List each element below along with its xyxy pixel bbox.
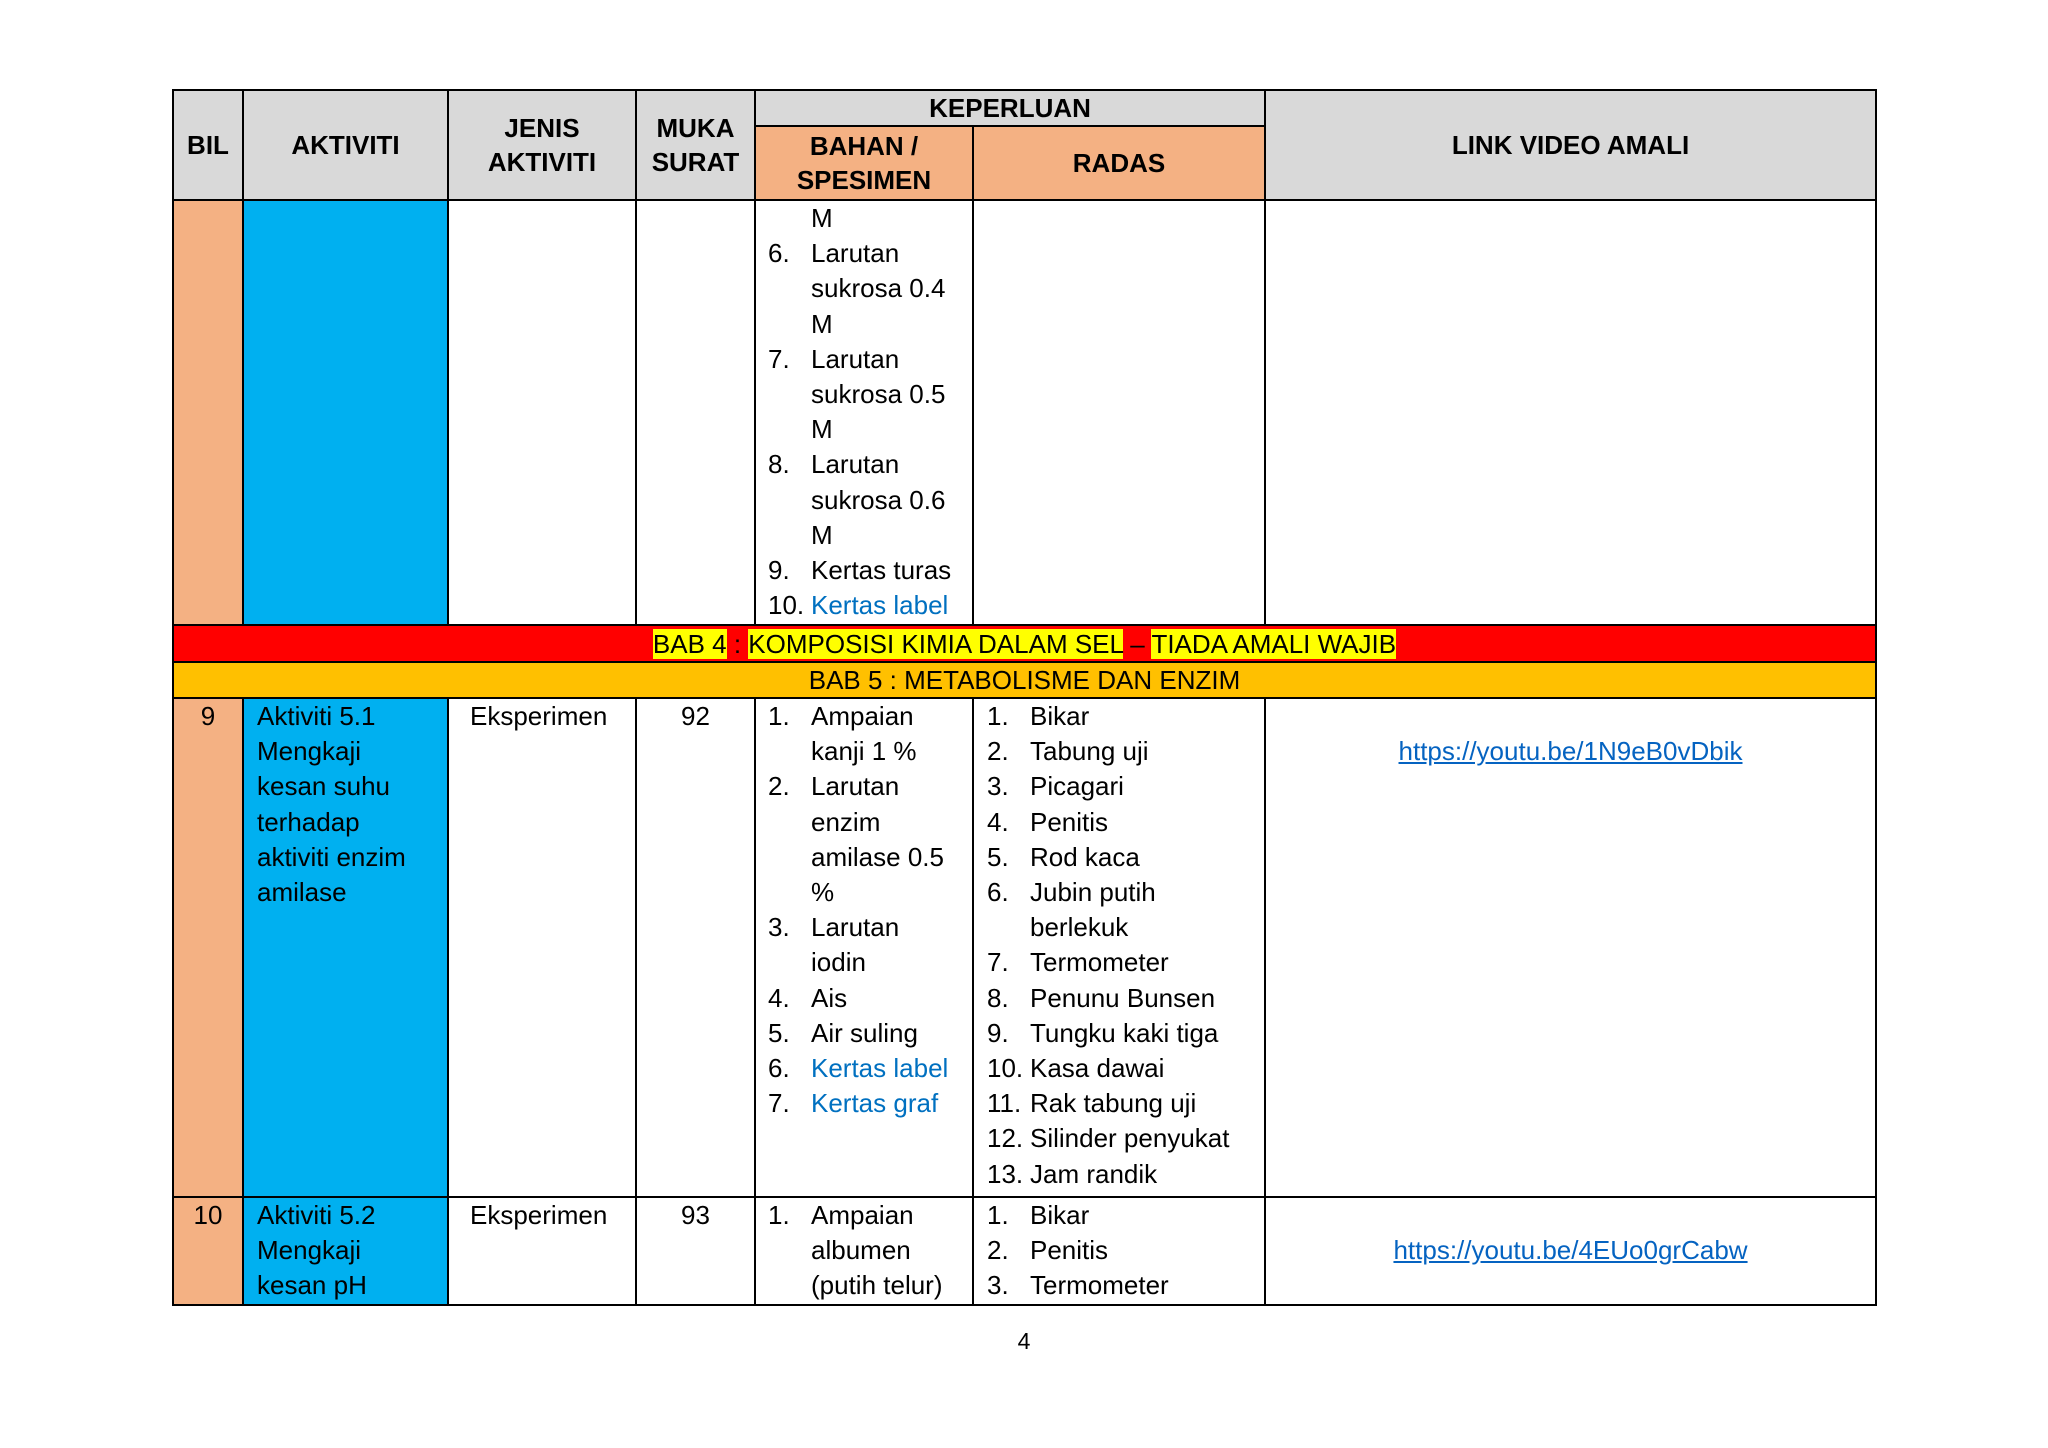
header-row xyxy=(173,90,1876,126)
item-text: Rak tabung uji xyxy=(1030,1088,1197,1119)
list-item xyxy=(987,981,1264,1016)
bil-cell: 10 xyxy=(173,1197,243,1305)
video-link[interactable]: https://youtu.be/4EUo0grCabw xyxy=(1393,1235,1748,1266)
item-text: Penitis xyxy=(1030,1235,1109,1266)
aktiviti-cell xyxy=(243,1197,448,1305)
list-item xyxy=(768,553,972,588)
section-segment: BAB 4 xyxy=(652,628,727,659)
item-text: Jam randik xyxy=(1030,1158,1158,1189)
radas-cell xyxy=(973,698,1265,1197)
section-segment: : xyxy=(726,628,749,659)
list-item xyxy=(987,1198,1264,1233)
item-number xyxy=(768,201,811,236)
header-bahan-spesimen: BAHAN / SPESIMEN xyxy=(755,126,973,200)
muka-cell: 92 xyxy=(636,698,755,1197)
aktiviti-text: Aktiviti 5.1 Mengkaji kesan suhu terhadap aktiviti enzim amilase xyxy=(257,701,406,908)
item-text: Kertas label xyxy=(811,590,949,621)
item-number: 5. xyxy=(768,1017,790,1048)
list-item xyxy=(768,588,972,623)
list-item xyxy=(768,1016,972,1051)
link-cell xyxy=(1265,1197,1876,1305)
item-number: 10. xyxy=(987,1053,1024,1084)
item-number: 8. xyxy=(768,449,790,480)
radas-cell xyxy=(973,200,1265,625)
item-text: Tungku kaki tiga xyxy=(1030,1017,1219,1048)
list-item xyxy=(987,1157,1264,1192)
item-number: 1. xyxy=(768,701,790,731)
item-text: Termometer xyxy=(1030,1270,1169,1301)
header-muka-surat: MUKA SURAT xyxy=(636,90,755,200)
activity-table xyxy=(172,89,1877,1306)
section-title-bab5: BAB 5 : METABOLISME DAN ENZIM xyxy=(173,662,1876,698)
item-number: 2. xyxy=(768,771,790,802)
list-item xyxy=(987,1086,1264,1121)
item-text: Air suling xyxy=(811,1017,918,1048)
item-text: Larutan iodin xyxy=(811,912,900,978)
item-text: Larutan sukrosa 0.6 M xyxy=(811,449,946,550)
link-cell xyxy=(1265,698,1876,1197)
list-item xyxy=(768,769,972,910)
header-radas: RADAS xyxy=(973,126,1265,200)
item-text: Ampaian kanji 1 % xyxy=(811,701,917,767)
section-segment: TIADA AMALI WAJIB xyxy=(1151,628,1397,659)
list-item xyxy=(987,734,1264,769)
bahan-list xyxy=(756,201,972,623)
section-row-bab5 xyxy=(173,662,1876,698)
list-item xyxy=(768,981,972,1016)
item-number: 9. xyxy=(987,1017,1009,1048)
item-number: 2. xyxy=(987,736,1009,767)
header-jenis-aktiviti xyxy=(448,90,636,200)
item-number: 12. xyxy=(987,1123,1024,1154)
radas-cell xyxy=(973,1197,1265,1305)
item-number: 6. xyxy=(987,877,1009,908)
section-segment: – xyxy=(1123,628,1152,659)
jenis-cell: Eksperimen xyxy=(448,1197,636,1305)
item-number: 6. xyxy=(768,238,790,269)
item-text: Bikar xyxy=(1030,701,1090,731)
list-item xyxy=(768,1198,972,1304)
item-number: 3. xyxy=(987,771,1009,802)
aktiviti-text: Aktiviti 5.2 Mengkaji kesan pH xyxy=(257,1200,376,1301)
list-item xyxy=(987,769,1264,804)
item-number: 7. xyxy=(987,947,1009,978)
list-item xyxy=(768,1051,972,1086)
item-text: Picagari xyxy=(1030,771,1124,802)
list-item xyxy=(987,875,1264,945)
item-number: 1. xyxy=(768,1200,790,1230)
list-item xyxy=(987,1016,1264,1051)
link-cell xyxy=(1265,200,1876,625)
item-text: Penunu Bunsen xyxy=(1030,982,1216,1013)
list-item xyxy=(768,342,972,448)
item-number: 9. xyxy=(768,555,790,586)
bahan-list xyxy=(756,1198,972,1304)
item-number: 6. xyxy=(768,1053,790,1084)
item-number: 7. xyxy=(768,1088,790,1119)
table-row xyxy=(173,1197,1876,1305)
header-bil: BIL xyxy=(173,90,243,200)
item-text: M xyxy=(811,203,833,233)
item-number: 1. xyxy=(987,701,1009,731)
muka-cell: 93 xyxy=(636,1197,755,1305)
item-text: Larutan enzim amilase 0.5 % xyxy=(811,771,944,908)
item-text: Ais xyxy=(811,982,848,1013)
list-item xyxy=(987,699,1264,734)
aktiviti-cell xyxy=(243,200,448,625)
list-item xyxy=(987,840,1264,875)
item-text: Kertas graf xyxy=(811,1088,939,1119)
list-item xyxy=(987,1268,1264,1303)
section-row-bab4 xyxy=(173,625,1876,662)
table-row xyxy=(173,200,1876,625)
item-number: 5. xyxy=(987,841,1009,872)
item-number: 1. xyxy=(987,1200,1009,1230)
video-link[interactable]: https://youtu.be/1N9eB0vDbik xyxy=(1398,736,1743,767)
page-number: 4 xyxy=(1017,1328,1031,1354)
list-item xyxy=(987,1051,1264,1086)
bahan-cell xyxy=(755,200,973,625)
muka-cell xyxy=(636,200,755,625)
list-item xyxy=(768,447,972,553)
bil-cell xyxy=(173,200,243,625)
item-number: 3. xyxy=(987,1270,1009,1301)
item-text: Tabung uji xyxy=(1030,736,1149,767)
radas-list xyxy=(974,699,1264,1192)
item-number: 4. xyxy=(768,982,790,1013)
header-link-video: LINK VIDEO AMALI xyxy=(1265,90,1876,200)
list-item xyxy=(987,1233,1264,1268)
table-row xyxy=(173,698,1876,1197)
item-number: 4. xyxy=(987,806,1009,837)
item-text: Penitis xyxy=(1030,806,1109,837)
item-number: 8. xyxy=(987,982,1009,1013)
item-number: 11. xyxy=(987,1088,1022,1119)
list-item xyxy=(987,945,1264,980)
bahan-cell xyxy=(755,698,973,1197)
list-item xyxy=(768,201,972,236)
item-text: Termometer xyxy=(1030,947,1169,978)
radas-list xyxy=(974,1198,1264,1304)
item-number: 10. xyxy=(768,590,805,621)
header-aktiviti: AKTIVITI xyxy=(243,90,448,200)
jenis-cell xyxy=(448,200,636,625)
bil-cell: 9 xyxy=(173,698,243,1197)
item-text: Silinder penyukat xyxy=(1030,1123,1230,1154)
item-text: Ampaian albumen (putih telur) xyxy=(811,1200,943,1301)
item-number: 7. xyxy=(768,343,790,374)
jenis-cell: Eksperimen xyxy=(448,698,636,1197)
item-text: Kertas turas xyxy=(811,555,952,586)
header-keperluan: KEPERLUAN xyxy=(755,90,1265,126)
list-item xyxy=(987,805,1264,840)
item-number: 13. xyxy=(987,1158,1024,1189)
header-jenis-label: JENIS AKTIVITI xyxy=(487,113,597,177)
list-item xyxy=(768,699,972,769)
item-text: Kasa dawai xyxy=(1030,1053,1165,1084)
section-title-bab4 xyxy=(173,625,1876,662)
list-item xyxy=(768,910,972,980)
item-text: Bikar xyxy=(1030,1200,1090,1230)
section-segment: KOMPOSISI KIMIA DALAM SEL xyxy=(748,628,1123,659)
item-text: Larutan sukrosa 0.4 M xyxy=(811,238,946,339)
item-number: 2. xyxy=(987,1235,1009,1266)
item-text: Kertas label xyxy=(811,1053,949,1084)
bahan-list xyxy=(756,699,972,1121)
item-text: Rod kaca xyxy=(1030,841,1140,872)
list-item xyxy=(768,236,972,342)
list-item xyxy=(987,1121,1264,1156)
list-item xyxy=(768,1086,972,1121)
item-text: Jubin putih berlekuk xyxy=(1030,877,1156,943)
item-number: 3. xyxy=(768,912,790,943)
aktiviti-cell xyxy=(243,698,448,1197)
item-text: Larutan sukrosa 0.5 M xyxy=(811,343,946,445)
bahan-cell xyxy=(755,1197,973,1305)
